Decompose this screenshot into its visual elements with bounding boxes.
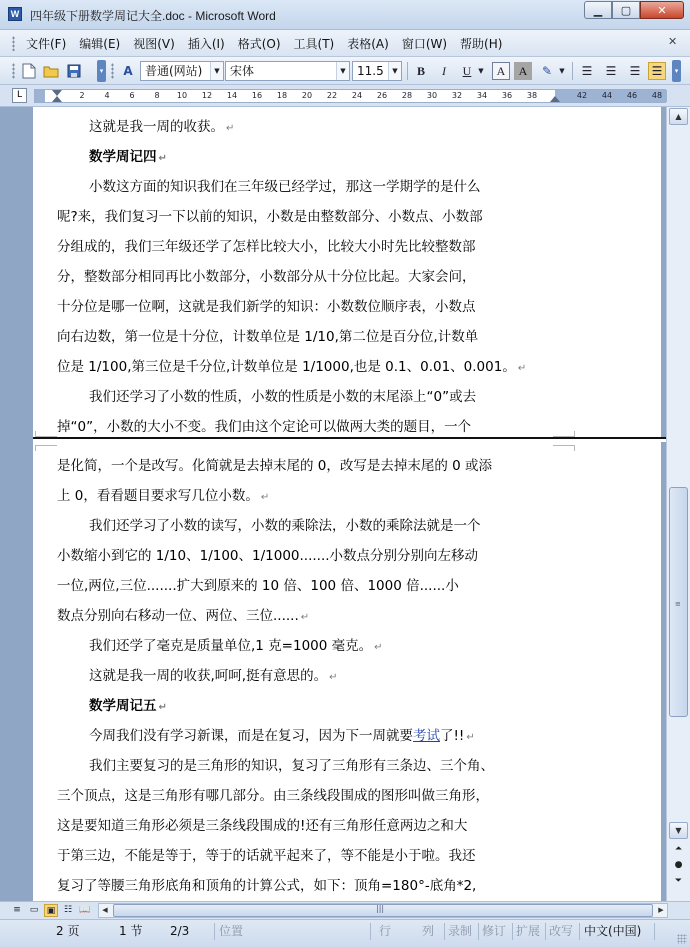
save-icon[interactable] <box>65 62 83 80</box>
menu-items <box>22 36 511 52</box>
line-text: 呢?来，我们复习一下以前的知识，小数是由整数部分、小数点、小数部 <box>57 209 483 225</box>
document-line[interactable] <box>57 811 557 841</box>
scroll-left-icon[interactable]: ◀ <box>102 906 108 914</box>
ruler-number: 36 <box>501 91 513 100</box>
line-text: 我们还学了毫克是质量单位,1 克=1000 毫克。 <box>89 638 373 654</box>
ruler-row <box>0 85 690 107</box>
status-overtype[interactable]: 改写 <box>549 924 574 938</box>
document-line[interactable] <box>57 112 557 142</box>
outline-view-icon[interactable]: ☷ <box>63 905 73 915</box>
select-browse-object-icon[interactable]: ● <box>674 860 683 870</box>
status-page[interactable]: 2 页 <box>56 924 80 938</box>
line-text: 一位,两位,三位.......扩大到原来的 10 倍、100 倍、1000 倍......小 <box>57 578 459 594</box>
ruler-number: 4 <box>104 91 110 100</box>
menu-edit[interactable]: 编辑(E) <box>79 37 121 51</box>
ruler-number: 12 <box>201 91 213 100</box>
status-column[interactable]: 列 <box>422 924 435 938</box>
previous-page-icon[interactable]: ⏶ <box>674 844 683 854</box>
styles-formatting-icon[interactable]: A <box>123 64 133 78</box>
ruler-left-margin <box>35 90 45 102</box>
status-bar <box>0 919 690 947</box>
ruler-number: 42 <box>576 91 588 100</box>
ruler-number: 28 <box>401 91 413 100</box>
paragraph-mark-icon: ↵ <box>226 123 235 134</box>
status-separator <box>478 923 479 940</box>
document-line[interactable] <box>57 451 557 481</box>
scroll-up-button[interactable]: ▲ <box>669 108 688 125</box>
ruler-number: 10 <box>176 91 188 100</box>
line-text: 上 0，看看题目要求写几位小数。 <box>57 488 259 504</box>
ruler-number: 18 <box>276 91 288 100</box>
document-line[interactable] <box>57 571 557 601</box>
vertical-scrollbar[interactable] <box>666 107 690 901</box>
document-line[interactable] <box>57 721 557 751</box>
line-text: 分组成的，我们三年级还学了怎样比较大小，比较大小时先比较整数部 <box>57 239 476 255</box>
align-center-icon[interactable]: ☰ <box>605 64 617 78</box>
horizontal-ruler[interactable] <box>34 89 666 103</box>
page-2-text[interactable] <box>57 451 557 901</box>
menu-table[interactable]: 表格(A) <box>347 37 389 51</box>
line-text: 向右边数，第一位是十分位，计数单位是 1/10,第二位是百分位,计数单 <box>57 329 479 345</box>
line-text: 今周我们没有学习新课，而是在复习，因为下一周就要 <box>89 728 413 744</box>
justify-icon[interactable]: ☰ <box>648 62 666 80</box>
ruler-number: 26 <box>376 91 388 100</box>
menubar-grip[interactable] <box>12 36 15 51</box>
status-separator <box>579 923 580 940</box>
open-folder-icon[interactable] <box>42 62 60 80</box>
toolbar-separator <box>572 62 573 80</box>
toolbar-separator <box>407 62 408 80</box>
italic-icon[interactable]: I <box>442 63 446 78</box>
document-line[interactable] <box>57 601 557 631</box>
status-line[interactable]: 行 <box>379 924 392 938</box>
underline-icon[interactable]: U <box>462 63 472 78</box>
print-layout-view-icon[interactable]: ▣ <box>44 904 58 917</box>
menu-insert[interactable]: 插入(I) <box>187 37 225 51</box>
line-text: 我们主要复习的是三角形的知识，复习了三角形有三条边、三个角、 <box>89 758 494 774</box>
section-heading[interactable] <box>57 142 557 172</box>
horizontal-bar <box>0 901 690 919</box>
highlight-dropdown-icon[interactable]: ▼ <box>559 67 565 75</box>
menu-window[interactable]: 窗口(W) <box>401 37 448 51</box>
document-line[interactable] <box>57 841 557 871</box>
font-size-value: 11.5 <box>357 64 384 78</box>
font-value: 宋体 <box>230 64 255 78</box>
status-track-changes[interactable]: 修订 <box>482 924 507 938</box>
character-border-icon[interactable]: A <box>492 62 510 80</box>
next-page-icon[interactable]: ⏷ <box>674 876 683 886</box>
document-line[interactable] <box>57 871 557 901</box>
maximize-button[interactable]: ▢ <box>612 1 640 19</box>
ruler-number: 44 <box>601 91 613 100</box>
ruler-number: 8 <box>154 91 160 100</box>
line-text: 我们还学习了小数的读写，小数的乘除法，小数的乘除法就是一个 <box>89 518 481 534</box>
thumb-grip-icon: ≡ <box>675 600 681 608</box>
line-text: 三个顶点，这是三角形有哪几部分。由三条线段围成的图形叫做三角形， <box>57 788 489 804</box>
line-text: 十分位是哪一位啊，这就是我们新学的知识：小数数位顺序表，小数点 <box>57 299 476 315</box>
minimize-button[interactable]: ▁ <box>584 1 612 19</box>
status-section[interactable]: 1 节 <box>119 924 143 938</box>
page-1-text[interactable] <box>57 112 557 442</box>
document-line[interactable] <box>57 322 557 352</box>
document-line[interactable] <box>57 382 557 412</box>
underline-dropdown-icon[interactable]: ▼ <box>478 67 484 75</box>
line-text: 了!! <box>440 728 465 744</box>
status-page-of[interactable]: 2/3 <box>170 924 190 938</box>
line-text: 这是要知道三角形必须是三条线段围成的!还有三角形任意两边之和大 <box>57 818 468 834</box>
document-area[interactable] <box>0 107 666 901</box>
bold-icon[interactable]: B <box>416 63 425 78</box>
line-text: 小数这方面的知识我们在三年级已经学过，那这一学期学的是什么 <box>89 179 481 195</box>
line-text: 这就是我一周的收获。 <box>89 119 224 135</box>
ruler-number: 48 <box>651 91 663 100</box>
right-indent-marker[interactable] <box>550 96 560 102</box>
paragraph-mark-icon: ↵ <box>158 702 167 713</box>
close-document-icon[interactable]: ✕ <box>668 35 678 48</box>
status-separator <box>214 923 215 940</box>
tab-selector[interactable]: L <box>12 88 27 103</box>
paragraph-mark-icon: ↵ <box>466 732 475 743</box>
title-bar <box>0 0 690 30</box>
ruler-number: 2 <box>79 91 85 100</box>
line-text: 分，整数部分相同再比小数部分，小数部分从十分位比起。大家会问， <box>57 269 476 285</box>
character-shading-icon[interactable]: A <box>514 62 532 80</box>
line-text: 复习了等腰三角形底角和顶角的计算公式，如下：顶角=180°-底角*2, <box>57 878 477 894</box>
paragraph-mark-icon: ↵ <box>260 492 270 503</box>
document-line[interactable] <box>57 412 557 442</box>
status-separator <box>512 923 513 940</box>
ruler-number: 30 <box>426 91 438 100</box>
ruler-number: 14 <box>226 91 238 100</box>
document-line[interactable] <box>57 631 557 661</box>
ruler-number: 38 <box>526 91 538 100</box>
menu-file[interactable]: 文件(F) <box>26 37 67 51</box>
menu-bar <box>0 30 690 57</box>
ruler-number: 6 <box>129 91 135 100</box>
menu-format[interactable]: 格式(O) <box>237 37 281 51</box>
status-position[interactable]: 位置 <box>219 924 244 938</box>
paragraph-mark-icon: ↵ <box>158 153 167 164</box>
status-separator <box>654 923 655 940</box>
highlight-text-icon[interactable]: ✎ <box>541 64 553 78</box>
ruler-number: 22 <box>326 91 338 100</box>
toolbar-grip[interactable] <box>12 63 15 79</box>
ruler-number: 46 <box>626 91 638 100</box>
horizontal-scroll-thumb[interactable] <box>113 904 653 917</box>
line-text: 掉“0”，小数的大小不变。我们由这个定论可以做两大类的题目，一个 <box>57 419 472 435</box>
ruler-number: 34 <box>476 91 488 100</box>
new-document-icon[interactable] <box>20 62 38 80</box>
document-line[interactable] <box>57 202 557 232</box>
word-app-icon[interactable]: W <box>8 7 22 21</box>
style-value: 普通(网站) <box>145 64 203 78</box>
scroll-down-button[interactable]: ▼ <box>669 822 688 839</box>
status-separator <box>370 923 371 940</box>
close-button[interactable]: ✕ <box>640 1 684 19</box>
document-line[interactable] <box>57 751 557 781</box>
menu-view[interactable]: 视图(V) <box>133 37 175 51</box>
ruler-number: 32 <box>451 91 463 100</box>
document-line[interactable] <box>57 511 557 541</box>
line-text: 数学周记四 <box>89 149 157 165</box>
hyperlink[interactable]: 考试 <box>413 728 440 744</box>
status-separator <box>545 923 546 940</box>
reading-layout-view-icon[interactable]: 📖 <box>79 905 91 915</box>
document-line[interactable] <box>57 232 557 262</box>
font-dropdown-arrow[interactable]: ▼ <box>336 62 349 80</box>
normal-view-icon[interactable]: ≡ <box>13 905 21 915</box>
status-extend[interactable]: 扩展 <box>516 924 541 938</box>
toolbar-overflow-button-2[interactable]: ▾ <box>672 60 681 82</box>
status-record-macro[interactable]: 录制 <box>448 924 473 938</box>
font-combo[interactable] <box>225 61 350 81</box>
ruler-number: 20 <box>301 91 313 100</box>
resize-grip[interactable] <box>677 934 687 944</box>
line-text: 数点分别向右移动一位、两位、三位...... <box>57 608 299 624</box>
toolbar-overflow-button[interactable]: ▾ <box>97 60 106 82</box>
toolbar-grip-2[interactable] <box>111 63 114 79</box>
document-line[interactable] <box>57 661 557 691</box>
window-title: 四年级下册数学周记大全.doc - Microsoft Word <box>30 9 276 23</box>
line-text: 是化简，一个是改写。化简就是去掉末尾的 0，改写是去掉末尾的 0 或添 <box>57 458 493 474</box>
font-size-combo[interactable] <box>352 61 402 81</box>
thumb-grip-icon: ||| <box>376 904 385 913</box>
document-line[interactable] <box>57 262 557 292</box>
style-dropdown-arrow[interactable]: ▼ <box>210 62 223 80</box>
toolbar <box>0 57 690 85</box>
document-line[interactable] <box>57 781 557 811</box>
page-corner-mark <box>35 445 57 451</box>
line-text: 小数缩小到它的 1/10、1/100、1/1000.......小数点分别分别向左移动 <box>57 548 479 564</box>
ruler-number: 16 <box>251 91 263 100</box>
scroll-right-icon[interactable]: ▶ <box>658 906 664 914</box>
menu-tools[interactable]: 工具(T) <box>293 37 335 51</box>
menu-help[interactable]: 帮助(H) <box>460 37 503 51</box>
ruler-number: 24 <box>351 91 363 100</box>
document-line[interactable] <box>57 481 557 511</box>
page-corner-mark <box>35 431 57 437</box>
line-text: 我们还学习了小数的性质，小数的性质是小数的末尾添上“0”或去 <box>89 389 477 405</box>
font-size-dropdown-arrow[interactable]: ▼ <box>388 62 401 80</box>
line-text: 数学周记五 <box>89 698 157 714</box>
document-line[interactable] <box>57 541 557 571</box>
line-text: 这就是我一周的收获,呵呵,挺有意思的。 <box>89 668 328 684</box>
horizontal-scrollbar[interactable] <box>98 903 668 918</box>
document-line[interactable] <box>57 172 557 202</box>
window-controls <box>584 1 684 19</box>
line-text: 于第三边，不能是等于，等于的话就平起来了，等不能是小于啦。我还 <box>57 848 476 864</box>
align-left-icon[interactable]: ☰ <box>581 64 593 78</box>
document-line[interactable] <box>57 352 557 382</box>
paragraph-mark-icon: ↵ <box>329 672 338 683</box>
status-language[interactable]: 中文(中国) <box>584 924 642 938</box>
line-text: 位是 1/100,第三位是千分位,计数单位是 1/1000,也是 0.1、0.01、0.001。 <box>57 359 516 375</box>
section-heading[interactable] <box>57 691 557 721</box>
vertical-scroll-thumb[interactable] <box>669 487 688 717</box>
paragraph-mark-icon: ↵ <box>517 363 527 374</box>
paragraph-mark-icon: ↵ <box>374 642 383 653</box>
web-layout-view-icon[interactable]: ▭ <box>29 905 39 915</box>
paragraph-mark-icon: ↵ <box>300 612 310 623</box>
status-separator <box>444 923 445 940</box>
style-combo[interactable] <box>140 61 224 81</box>
hanging-indent-marker[interactable] <box>52 96 62 102</box>
document-line[interactable] <box>57 292 557 322</box>
align-right-icon[interactable]: ☰ <box>629 64 641 78</box>
